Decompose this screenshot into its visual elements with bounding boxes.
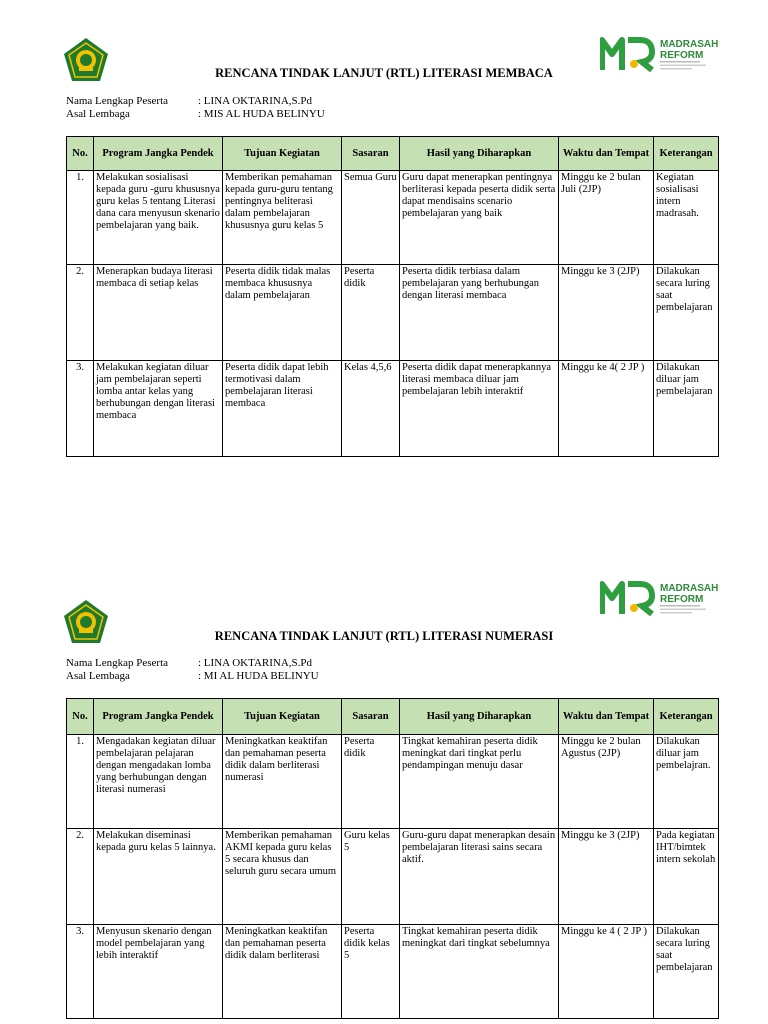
rtl-section-numerasi bbox=[0, 560, 768, 1024]
page-title: RENCANA TINDAK LANJUT (RTL) LITERASI MEMBACA bbox=[215, 66, 553, 80]
header-program: Program Jangka Pendek bbox=[94, 699, 223, 735]
cell-program: Melakukan diseminasi kepada guru kelas 5 lainnya. bbox=[94, 829, 223, 925]
rtl-table bbox=[66, 698, 719, 1019]
cell-hasil: Peserta didik dapat menerapkannya literasi membaca diluar jam pembelajaran lebih interaktif bbox=[400, 361, 559, 457]
logo-text-reform: REFORM bbox=[660, 594, 704, 605]
table-header-row bbox=[67, 699, 719, 735]
cell-program: Melakukan kegiatan diluar jam pembelajaran seperti lomba antar kelas yang berhubungan dengan literasi membaca bbox=[94, 361, 223, 457]
header-sasaran: Sasaran bbox=[342, 699, 400, 735]
header-tujuan: Tujuan Kegiatan bbox=[223, 137, 342, 171]
cell-hasil: Tingkat kemahiran peserta didik meningkat dari tingkat perlu pendampingan menuju dasar bbox=[400, 735, 559, 829]
cell-program: Mengadakan kegiatan diluar pembelajaran pelajaran dengan mengadakan lomba yang berhubungan dengan literasi numerasi bbox=[94, 735, 223, 829]
madrasah-reform-logo bbox=[600, 578, 724, 618]
cell-hasil: Guru dapat menerapkan pentingnya berliterasi kepada peserta didik serta dapat mendisains scenario pembelajaran yang baik bbox=[400, 171, 559, 265]
table-row bbox=[67, 171, 719, 265]
rtl-section-membaca bbox=[0, 0, 768, 480]
logo-text-madrasah: MADRASAH bbox=[660, 583, 719, 594]
cell-waktu: Minggu ke 4( 2 JP ) bbox=[559, 361, 654, 457]
table-row bbox=[67, 361, 719, 457]
header-keterangan: Keterangan bbox=[654, 137, 719, 171]
participant-info bbox=[66, 95, 325, 120]
cell-tujuan: Peserta didik dapat lebih termotivasi dalam pembelajaran literasi membaca bbox=[223, 361, 342, 457]
header-hasil: Hasil yang Diharapkan bbox=[400, 699, 559, 735]
cell-tujuan: Meningkatkan keaktifan dan pemahaman peserta didik dalam berliterasi numerasi bbox=[223, 735, 342, 829]
cell-waktu: Minggu ke 2 bulan Agustus (2JP) bbox=[559, 735, 654, 829]
header-keterangan: Keterangan bbox=[654, 699, 719, 735]
cell-no: 1. bbox=[67, 735, 94, 829]
header-program: Program Jangka Pendek bbox=[94, 137, 223, 171]
cell-waktu: Minggu ke 3 (2JP) bbox=[559, 829, 654, 925]
table-row bbox=[67, 265, 719, 361]
institution-label: Asal Lembaga bbox=[66, 107, 130, 120]
cell-tujuan: Meningkatkan keaktifan dan pemahaman peserta didik dalam berliterasi bbox=[223, 925, 342, 1019]
cell-no: 1. bbox=[67, 171, 94, 265]
cell-waktu: Minggu ke 2 bulan Juli (2JP) bbox=[559, 171, 654, 265]
participant-label: Nama Lengkap Peserta bbox=[66, 95, 169, 107]
table-header-row bbox=[67, 137, 719, 171]
cell-keterangan: Dilakukan secara luring saat pembelajaran bbox=[654, 925, 719, 1019]
cell-waktu: Minggu ke 4 ( 2 JP ) bbox=[559, 925, 654, 1019]
cell-sasaran: Semua Guru bbox=[342, 171, 400, 265]
cell-waktu: Minggu ke 3 (2JP) bbox=[559, 265, 654, 361]
cell-sasaran: Peserta didik kelas 5 bbox=[342, 925, 400, 1019]
institution-value: : MIS AL HUDA BELINYU bbox=[198, 107, 325, 120]
cell-program: Melakukan sosialisasi kepada guru -guru khususnya guru kelas 5 tentang Literasi dana cara menyusun skenario pembelajaran yang baik. bbox=[94, 171, 223, 265]
cell-keterangan: Dilakukan diluar jam pembelajran. bbox=[654, 735, 719, 829]
cell-program: Menerapkan budaya literasi membaca di setiap kelas bbox=[94, 265, 223, 361]
participant-label: Nama Lengkap Peserta bbox=[66, 657, 169, 669]
institution-value: : MI AL HUDA BELINYU bbox=[198, 669, 319, 682]
table-row bbox=[67, 735, 719, 829]
cell-sasaran: Kelas 4,5,6 bbox=[342, 361, 400, 457]
cell-tujuan: Memberikan pemahaman kepada guru-guru tentang pentingnya beliterasi dalam pembelajaran khususnya guru kelas 5 bbox=[223, 171, 342, 265]
cell-keterangan: Dilakukan secara luring saat pembelajaran bbox=[654, 265, 719, 361]
cell-no: 3. bbox=[67, 361, 94, 457]
cell-sasaran: Peserta didik bbox=[342, 265, 400, 361]
logo-text-reform: REFORM bbox=[660, 50, 704, 61]
cell-keterangan: Pada kegiatan IHT/bimtek intern sekolah bbox=[654, 829, 719, 925]
header-waktu: Waktu dan Tempat bbox=[559, 137, 654, 171]
participant-value: : LINA OKTARINA,S.Pd bbox=[198, 95, 313, 107]
rtl-table bbox=[66, 136, 719, 457]
cell-program: Menyusun skenario dengan model pembelajaran yang lebih interaktif bbox=[94, 925, 223, 1019]
cell-keterangan: Kegiatan sosialisasi intern madrasah. bbox=[654, 171, 719, 265]
cell-hasil: Tingkat kemahiran peserta didik meningkat dari tingkat sebelumnya bbox=[400, 925, 559, 1019]
table-row bbox=[67, 829, 719, 925]
logo-text-madrasah: MADRASAH bbox=[660, 39, 719, 50]
header-sasaran: Sasaran bbox=[342, 137, 400, 171]
participant-info bbox=[66, 657, 319, 682]
header-no: No. bbox=[67, 137, 94, 171]
header-tujuan: Tujuan Kegiatan bbox=[223, 699, 342, 735]
cell-hasil: Peserta didik terbiasa dalam pembelajaran yang berhubungan dengan literasi membaca bbox=[400, 265, 559, 361]
cell-keterangan: Dilakukan diluar jam pembelajaran bbox=[654, 361, 719, 457]
table-row bbox=[67, 925, 719, 1019]
cell-sasaran: Peserta didik bbox=[342, 735, 400, 829]
institution-label: Asal Lembaga bbox=[66, 669, 130, 682]
cell-hasil: Guru-guru dapat menerapkan desain pembelajaran literasi sains secara aktif. bbox=[400, 829, 559, 925]
cell-sasaran: Guru kelas 5 bbox=[342, 829, 400, 925]
cell-no: 3. bbox=[67, 925, 94, 1019]
cell-tujuan: Memberikan pemahaman AKMI kepada guru kelas 5 secara khusus dan seluruh guru secara umum bbox=[223, 829, 342, 925]
header-hasil: Hasil yang Diharapkan bbox=[400, 137, 559, 171]
header-no: No. bbox=[67, 699, 94, 735]
page-title: RENCANA TINDAK LANJUT (RTL) LITERASI NUMERASI bbox=[214, 629, 554, 643]
cell-tujuan: Peserta didik tidak malas membaca khususnya dalam pembelajaran bbox=[223, 265, 342, 361]
cell-no: 2. bbox=[67, 829, 94, 925]
cell-no: 2. bbox=[67, 265, 94, 361]
header-waktu: Waktu dan Tempat bbox=[559, 699, 654, 735]
participant-value: : LINA OKTARINA,S.Pd bbox=[198, 657, 313, 669]
